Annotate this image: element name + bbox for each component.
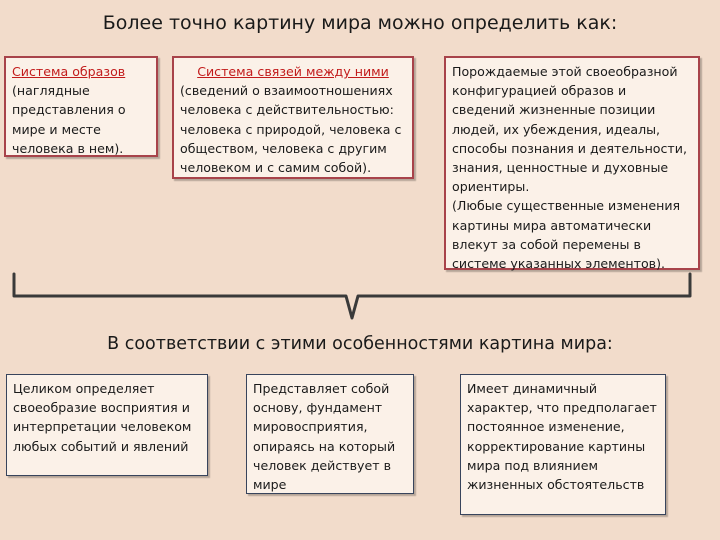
box-image-system-heading: Система образов — [12, 64, 126, 79]
title-top: Более точно картину мира можно определить как: — [102, 12, 618, 34]
box-life-positions-note: (Любые существенные изменения картины мира автоматически влекут за собой перемены в системе указанных элементов). — [452, 198, 681, 272]
title-bottom: В соответствии с этими особенностями картина мира: — [107, 334, 613, 354]
box-links-system-heading: Система связей между ними — [197, 64, 389, 79]
box-foundation: Представляет собой основу, фундамент мировосприятия, опираясь на который человек действует в мире — [246, 374, 414, 494]
box-image-system-text: (наглядные представления о мире и месте человека в нем). — [12, 83, 126, 156]
box-life-positions-text: Порождаемые этой своеобразной конфигурацией образов и сведений жизненные позиции людей, их убеждения, идеалы, способы познания и деятельности, знания, ценностные и духовные ориентиры. — [452, 64, 687, 195]
box-links-system-text: (сведений о взаимоотношениях человека с действительностью: человека с природой, человека с обществом, человека с другим человеком и с самим собой). — [180, 83, 402, 176]
box-dynamic: Имеет динамичный характер, что предполагает постоянное изменение, корректирование картины мира под влиянием жизненных обстоятельств — [460, 374, 666, 515]
box-perception: Целиком определяет своеобразие восприятия и интерпретации человеком любых событий и явлений — [6, 374, 208, 476]
